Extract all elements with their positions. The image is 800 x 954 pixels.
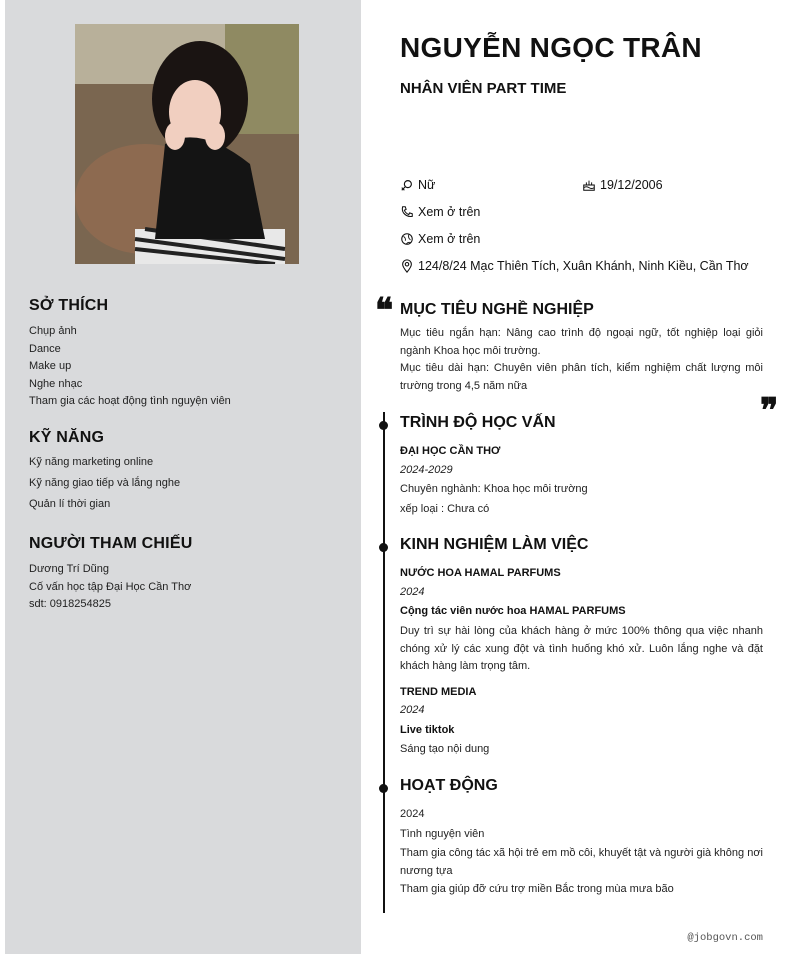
quote-close-icon: ❞ — [760, 391, 779, 431]
objective-short-term: Mục tiêu ngắn hạn: Nâng cao trình độ ngoại ngữ, tốt nghiệp loại giỏi ngành Khoa học môi trường. — [400, 327, 763, 357]
hobby-item: Dance — [29, 342, 61, 355]
location-pin-icon — [400, 259, 414, 273]
activity-description: Tham gia công tác xã hội trẻ em mồ côi, khuyết tật và người già không nơi nương tựa — [400, 847, 763, 877]
hobby-item: Nghe nhạc — [29, 377, 83, 390]
skill-item: Kỹ năng marketing online — [29, 456, 154, 468]
gender-info — [400, 178, 435, 192]
globe-icon — [400, 232, 414, 246]
gender-icon — [400, 178, 414, 192]
profile-photo — [75, 24, 299, 264]
activities-heading: HOẠT ĐỘNG — [400, 777, 498, 794]
timeline-dot — [379, 543, 388, 552]
job-description: Duy trì sự hài lòng của khách hàng ở mức 100% thông qua việc nhanh chóng xử lý các xung đột và tình huống khó xử. Luôn lắng nghe và đặt khách hàng làm trọng tâm. — [400, 625, 763, 672]
skill-item: Kỹ năng giao tiếp và lắng nghe — [29, 477, 181, 489]
education-heading: TRÌNH ĐỘ HỌC VẤN — [400, 414, 556, 431]
hobby-item: Chụp ảnh — [29, 325, 77, 337]
phone-value: Xem ở trên — [418, 205, 481, 219]
cake-icon — [582, 178, 596, 192]
birthday-info — [582, 178, 663, 192]
job-role: Cộng tác viên nước hoa HAMAL PARFUMS — [400, 605, 626, 617]
job-description: Sáng tạo nội dung — [400, 743, 490, 755]
skill-item: Quản lí thời gian — [29, 498, 111, 510]
watermark: @jobgovn.com — [687, 932, 763, 944]
website-info — [400, 232, 480, 246]
timeline-dot — [379, 784, 388, 793]
education-period: 2024-2029 — [400, 464, 453, 476]
objective-heading: MỤC TIÊU NGHỀ NGHIỆP — [400, 301, 594, 318]
activity-description: Tham gia giúp đỡ cứu trợ miền Bắc trong mùa mưa bão — [400, 883, 674, 895]
timeline-line — [383, 412, 385, 913]
website-value: Xem ở trên — [418, 232, 481, 246]
job-title: NHÂN VIÊN PART TIME — [400, 80, 567, 97]
references-section — [29, 535, 349, 614]
reference-item: Cố vấn học tập Đại Học Cần Thơ — [29, 580, 192, 593]
skills-heading: KỸ NĂNG — [29, 429, 105, 446]
hobby-item: Make up — [29, 360, 72, 372]
activity-role: Tình nguyện viên — [400, 828, 485, 840]
experience-heading: KINH NGHIỆM LÀM VIỆC — [400, 536, 589, 553]
hobby-item: Tham gia các hoạt động tình nguyện viên — [29, 395, 231, 407]
education-rank: xếp loại : Chưa có — [400, 503, 490, 515]
reference-item: Dương Trí Dũng — [29, 563, 109, 575]
job-company: TREND MEDIA — [400, 686, 477, 698]
hobbies-section — [29, 297, 349, 411]
references-heading: NGƯỜI THAM CHIẾU — [29, 535, 193, 552]
address-value: 124/8/24 Mạc Thiên Tích, Xuân Khánh, Ninh Kiều, Cần Thơ — [418, 259, 749, 273]
gender-value: Nữ — [418, 178, 436, 192]
reference-item: sdt: 0918254825 — [29, 598, 111, 610]
phone-icon — [400, 205, 414, 219]
objective-long-term: Mục tiêu dài hạn: Chuyên viên phân tích, kiểm nghiệm chất lượng môi trường trong 4,5 năm nữa — [400, 362, 763, 392]
job-year: 2024 — [400, 704, 425, 716]
phone-info — [400, 205, 480, 219]
hobbies-heading: SỞ THÍCH — [29, 297, 109, 314]
candidate-name: NGUYỄN NGỌC TRÂN — [400, 32, 702, 63]
timeline-dot — [379, 421, 388, 430]
address-info — [400, 259, 749, 273]
quote-open-icon: ❝ — [375, 291, 394, 331]
school-name: ĐẠI HỌC CẦN THƠ — [400, 445, 501, 457]
birthday-value: 19/12/2006 — [600, 178, 663, 192]
education-major: Chuyên nghành: Khoa học môi trường — [400, 483, 588, 495]
skills-section — [29, 429, 349, 515]
job-year: 2024 — [400, 586, 425, 598]
job-company: NƯỚC HOA HAMAL PARFUMS — [400, 567, 561, 579]
job-role: Live tiktok — [400, 724, 455, 736]
activity-year: 2024 — [400, 808, 425, 820]
